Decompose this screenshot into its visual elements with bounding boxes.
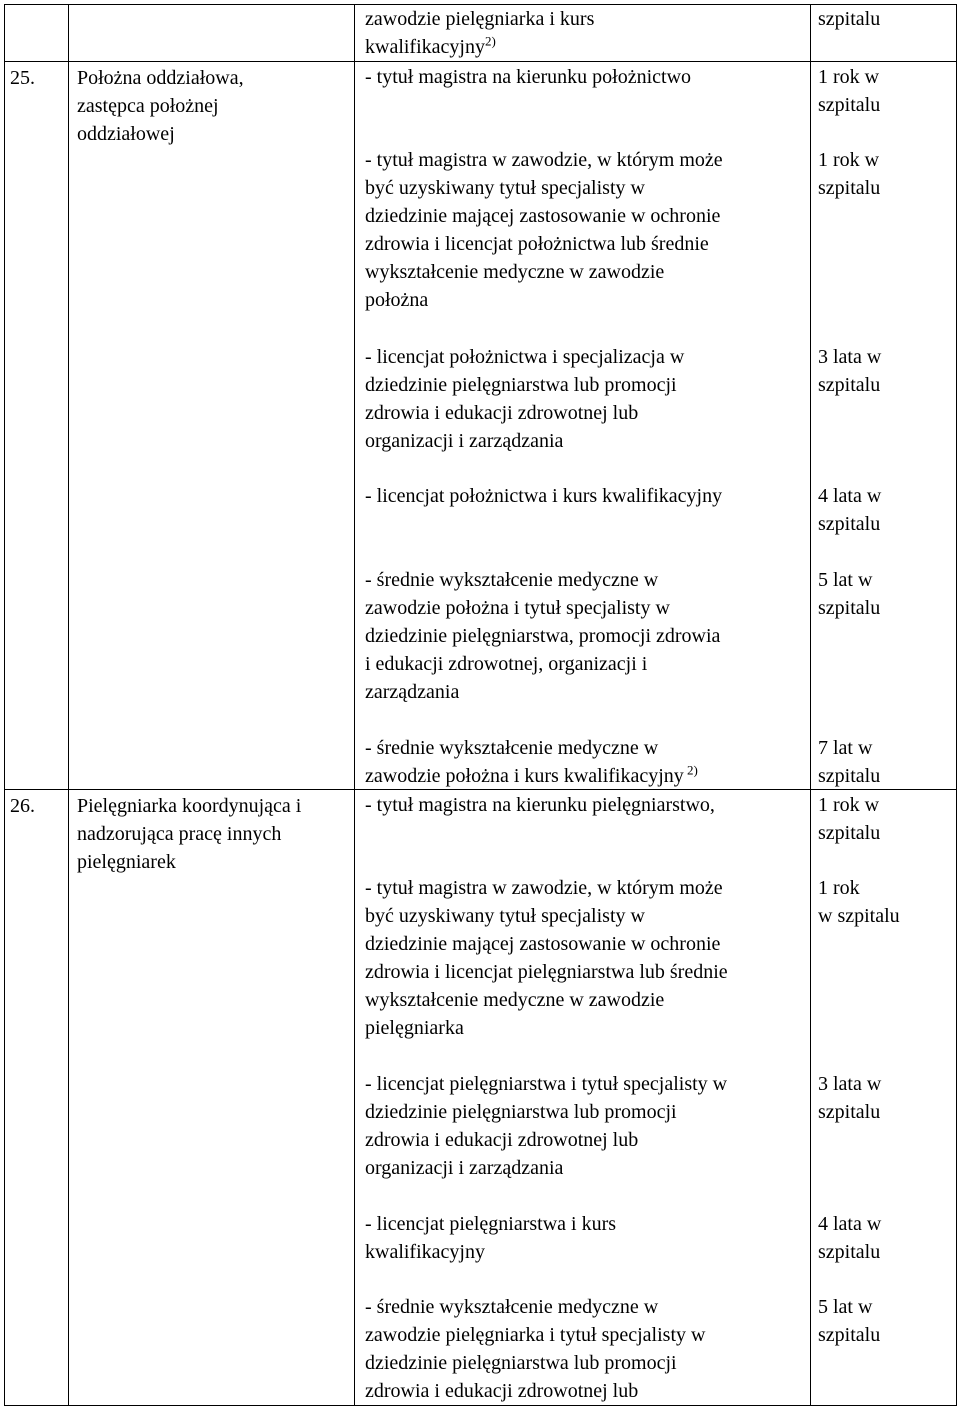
requirement-text: zdrowia i edukacji zdrowotnej lub	[365, 402, 639, 424]
row-number: 26.	[10, 795, 35, 817]
experience-line: w szpitalu	[818, 905, 900, 927]
table-border-bottom	[4, 1405, 957, 1406]
requirement-line	[365, 230, 709, 258]
requirement-text: - średnie wykształcenie medyczne w	[365, 569, 659, 591]
requirement-text: - licencjat pielęgniarstwa i kurs	[365, 1213, 617, 1235]
requirement-text: - średnie wykształcenie medyczne w	[365, 737, 659, 759]
requirement-line	[365, 482, 722, 510]
position-title-line: Położna oddziałowa,	[77, 67, 244, 89]
requirement-line	[365, 734, 658, 762]
continuation-experience: szpitalu	[818, 8, 881, 30]
experience-line: szpitalu	[818, 1241, 881, 1263]
experience-line: 4 lata w	[818, 1213, 882, 1235]
requirement-line	[365, 650, 647, 678]
position-title-line: nadzorująca pracę innych	[77, 823, 282, 845]
experience-line: 1 rok w	[818, 66, 880, 88]
experience-line: 7 lat w	[818, 737, 873, 759]
requirement-text: być uzyskiwany tytuł specjalisty w	[365, 905, 645, 927]
requirement-line	[365, 427, 563, 455]
requirement-line	[365, 1014, 464, 1042]
row-divider-25	[4, 61, 957, 62]
requirement-line	[365, 399, 638, 427]
requirement-line	[365, 958, 728, 986]
experience-line: 1 rok w	[818, 794, 880, 816]
requirement-text: zawodzie pielęgniarka i tytuł specjalisty w	[365, 1324, 706, 1346]
experience-line: 5 lat w	[818, 569, 873, 591]
requirement-text: zawodzie położna i tytuł specjalisty w	[365, 597, 670, 619]
requirement-text: - licencjat pielęgniarstwa i tytuł specjalisty w	[365, 1073, 728, 1095]
requirement-text: zawodzie położna i kurs kwalifikacyjny	[365, 765, 684, 787]
continuation-requirement-line: zawodzie pielęgniarka i kurs	[365, 8, 595, 30]
requirement-text: zarządzania	[365, 681, 460, 703]
requirement-line	[365, 678, 459, 706]
experience-line: szpitalu	[818, 177, 881, 199]
requirement-text: dziedzinie pielęgniarstwa lub promocji	[365, 1101, 677, 1123]
experience-line: szpitalu	[818, 1101, 881, 1123]
experience-line: szpitalu	[818, 374, 881, 396]
table-border-left	[4, 4, 5, 1406]
requirement-line	[365, 986, 664, 1014]
requirement-line	[365, 202, 720, 230]
experience-line: 3 lata w	[818, 346, 882, 368]
requirement-text: dziedzinie mającej zastosowanie w ochronie	[365, 205, 721, 227]
experience-line: 1 rok	[818, 877, 860, 899]
requirement-line	[365, 258, 664, 286]
column-divider-position	[354, 4, 355, 1406]
requirement-text: - licencjat położnictwa i specjalizacja w	[365, 346, 685, 368]
column-divider-number	[68, 4, 69, 1406]
requirement-text: zdrowia i licencjat położnictwa lub średnie	[365, 233, 709, 255]
position-title-line: Pielęgniarka koordynująca i	[77, 795, 302, 817]
requirement-line	[365, 1349, 677, 1377]
requirement-line	[365, 174, 645, 202]
requirement-text: organizacji i zarządzania	[365, 430, 564, 452]
requirement-text: - tytuł magistra w zawodzie, w którym może	[365, 149, 723, 171]
experience-line: 1 rok w	[818, 149, 880, 171]
requirement-line	[365, 622, 720, 650]
requirement-text: dziedzinie pielęgniarstwa, promocji zdrowia	[365, 625, 721, 647]
continuation-requirement-text: kwalifikacyjny	[365, 36, 485, 58]
requirement-line	[365, 1126, 638, 1154]
requirement-line	[365, 930, 720, 958]
requirement-line	[365, 566, 658, 594]
requirement-line	[365, 371, 677, 399]
requirement-line	[365, 63, 691, 91]
requirement-text: zdrowia i licencjat pielęgniarstwa lub średnie	[365, 961, 728, 983]
requirement-line	[365, 1238, 485, 1266]
requirement-line	[365, 1098, 677, 1126]
requirement-line	[365, 1070, 727, 1098]
column-divider-requirements	[810, 4, 811, 1406]
requirement-text: - tytuł magistra w zawodzie, w którym może	[365, 877, 723, 899]
experience-line: szpitalu	[818, 765, 881, 787]
requirement-text: dziedzinie pielęgniarstwa lub promocji	[365, 374, 677, 396]
requirement-text: kwalifikacyjny	[365, 1241, 485, 1263]
requirement-line	[365, 1154, 563, 1182]
requirement-line	[365, 1293, 658, 1321]
experience-line: 3 lata w	[818, 1073, 882, 1095]
requirement-text: zdrowia i edukacji zdrowotnej lub	[365, 1129, 639, 1151]
requirement-text: wykształcenie medyczne w zawodzie	[365, 989, 665, 1011]
requirement-text: zdrowia i edukacji zdrowotnej lub	[365, 1380, 639, 1402]
requirement-text: być uzyskiwany tytuł specjalisty w	[365, 177, 645, 199]
requirement-line	[365, 874, 723, 902]
requirement-text: - tytuł magistra na kierunku położnictwo	[365, 66, 692, 88]
requirement-text: - licencjat położnictwa i kurs kwalifikacyjny	[365, 485, 723, 507]
requirement-text: organizacji i zarządzania	[365, 1157, 564, 1179]
experience-line: 5 lat w	[818, 1296, 873, 1318]
requirement-line	[365, 1321, 705, 1349]
footnote-marker: 2)	[484, 33, 496, 49]
experience-line: szpitalu	[818, 513, 881, 535]
experience-line: szpitalu	[818, 1324, 881, 1346]
requirement-line	[365, 146, 723, 174]
position-title-line: pielęgniarek	[77, 851, 176, 873]
requirement-line	[365, 791, 715, 819]
requirement-line	[365, 594, 670, 622]
row-number: 25.	[10, 67, 35, 89]
table-border-right	[956, 4, 957, 1406]
requirement-text: i edukacji zdrowotnej, organizacji i	[365, 653, 648, 675]
experience-line: szpitalu	[818, 94, 881, 116]
position-title-line: oddziałowej	[77, 123, 175, 145]
requirement-line	[365, 343, 684, 371]
requirement-line	[365, 1210, 616, 1238]
requirement-text: - średnie wykształcenie medyczne w	[365, 1296, 659, 1318]
requirement-line	[365, 762, 698, 790]
experience-line: szpitalu	[818, 822, 881, 844]
requirement-line	[365, 902, 645, 930]
requirement-text: dziedzinie pielęgniarstwa lub promocji	[365, 1352, 677, 1374]
requirement-text: wykształcenie medyczne w zawodzie	[365, 261, 665, 283]
continuation-requirement-line	[365, 33, 496, 61]
requirement-text: dziedzinie mającej zastosowanie w ochronie	[365, 933, 721, 955]
footnote-marker: 2)	[683, 762, 698, 778]
requirement-line	[365, 1377, 638, 1405]
experience-line: szpitalu	[818, 597, 881, 619]
requirement-text: położna	[365, 289, 429, 311]
position-title-line: zastępca położnej	[77, 95, 219, 117]
requirement-text: - tytuł magistra na kierunku pielęgniarstwo,	[365, 794, 715, 816]
experience-line: 4 lata w	[818, 485, 882, 507]
requirement-line	[365, 286, 428, 314]
requirement-text: pielęgniarka	[365, 1017, 464, 1039]
